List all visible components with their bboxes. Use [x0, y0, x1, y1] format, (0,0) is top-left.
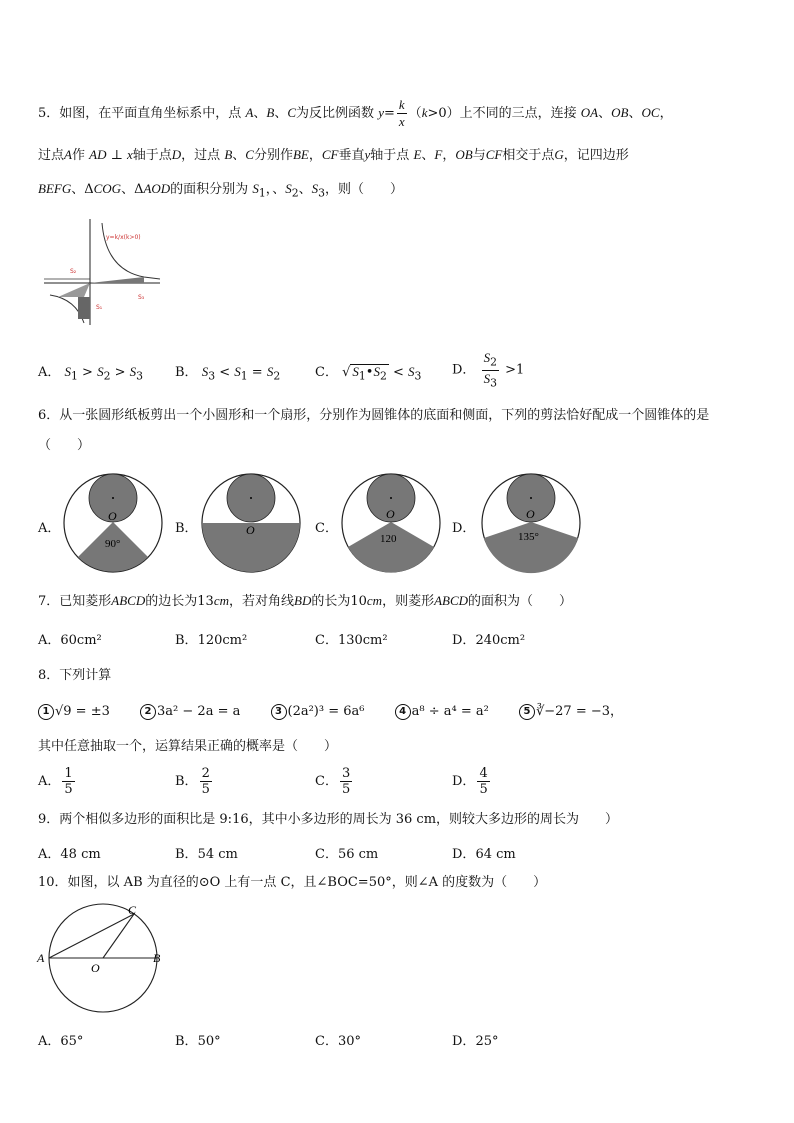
- q6-figure-c[interactable]: [340, 472, 442, 574]
- q5-fig-s1-label: S₁: [96, 304, 103, 311]
- q10-option-b[interactable]: B．50°: [175, 1034, 221, 1049]
- q6-text: 6．从一张圆形纸板剪出一个小圆形和一个扇形，分别作为圆锥体的底面和侧面，下列的剪法恰好配成一个圆锥体的是: [38, 408, 710, 423]
- q6-option-b[interactable]: B．: [175, 521, 198, 536]
- q5-line3: BEFG、ΔCOG、ΔAOD的面积分别为 $S_1$，、$S_2$、$S_3$，则（ ）: [38, 181, 404, 200]
- q5-line1: 5．如图，在平面直角坐标系中，点 A、B、C为反比例函数 y= $\frac{k}{x}$ （k>0）上不同的三点，连接 OA、OB、OC，: [38, 97, 673, 129]
- q5-option-a[interactable]: A． $S_1 > S_2 > S_3$: [38, 364, 144, 383]
- q10-label-c: C: [128, 903, 137, 917]
- q9-option-b[interactable]: B．54 cm: [175, 847, 238, 862]
- q8-option-a[interactable]: A． $\frac{1}{5}$: [38, 766, 73, 797]
- q5-line2: 过点A作 AD ⊥ x轴于点D，过点 B、C分别作BE，CF垂直y轴于点 E、F，OB与CF相交于点G，记四边形: [38, 147, 629, 163]
- q7-option-d[interactable]: D．240cm²: [452, 633, 526, 648]
- q9-text: 9．两个相似多边形的面积比是 9:16，其中小多边形的周长为 36 cm，则较大多边形的周长为 ）: [38, 812, 619, 827]
- q10-option-a[interactable]: A．65°: [38, 1034, 84, 1049]
- q6-b-center: O: [246, 523, 255, 537]
- q8-option-b[interactable]: B． $\frac{2}{5}$: [175, 766, 210, 797]
- q6-d-angle: 135°: [518, 531, 539, 543]
- q6-a-angle: 90°: [105, 538, 121, 550]
- q8-option-c[interactable]: C． $\frac{3}{5}$: [315, 766, 351, 797]
- q10-option-c[interactable]: C．30°: [315, 1034, 361, 1049]
- q5-fig-s3-label: S₃: [138, 294, 145, 301]
- q6-figure-a[interactable]: [62, 472, 164, 574]
- q7-option-c[interactable]: C．130cm²: [315, 633, 388, 648]
- q10-label-o: O: [91, 961, 100, 975]
- q6-paren: （ ）: [38, 438, 91, 453]
- q6-c-angle: 120: [380, 533, 397, 545]
- q10-label-a: A: [37, 951, 45, 965]
- q6-figure-b[interactable]: [200, 472, 302, 574]
- q5-fig-func-label: y=k/x(k>0): [106, 234, 141, 241]
- q7-option-b[interactable]: B．120cm²: [175, 633, 248, 648]
- q5-fig-s2-label: S₂: [70, 268, 77, 275]
- q8-items: 1 √9 = ±3 2 3a² − 2a = a 3 (2a²)³ = 6a⁶ 4 a⁸ ÷ a⁴ = a² 5 ∛−27 = −3，: [38, 703, 623, 721]
- q10-option-d[interactable]: D．25°: [452, 1034, 499, 1049]
- q8-option-d[interactable]: D． $\frac{4}{5}$: [452, 766, 488, 797]
- q10-circle-figure: [36, 902, 166, 1018]
- q9-option-a[interactable]: A．48 cm: [38, 847, 101, 862]
- q10-label-b: B: [153, 951, 161, 965]
- q6-a-center: O: [108, 509, 117, 523]
- q5-option-d[interactable]: D． $\frac{S_2}{S_3}$ >1: [452, 350, 525, 390]
- q5-option-b[interactable]: B． $S_3 < S_1 = S_2$: [175, 364, 281, 383]
- q6-option-d[interactable]: D．: [452, 521, 476, 536]
- q6-d-center: O: [526, 507, 535, 521]
- q8-question: 其中任意抽取一个，运算结果正确的概率是（ ）: [38, 739, 338, 754]
- q7-option-a[interactable]: A．60cm²: [38, 633, 102, 648]
- q6-c-center: O: [386, 507, 395, 521]
- q9-option-c[interactable]: C．56 cm: [315, 847, 379, 862]
- q9-option-d[interactable]: D．64 cm: [452, 847, 516, 862]
- q10-text: 10．如图，以 AB 为直径的⊙O 上有一点 C，且∠BOC=50°，则∠A 的度数为（ ）: [38, 875, 547, 890]
- q7-text: 7．已知菱形ABCD的边长为13cm，若对角线BD的长为10cm，则菱形ABCD的面积为（ ）: [38, 593, 573, 609]
- q6-option-c[interactable]: C．: [315, 521, 338, 536]
- q6-option-a[interactable]: A．: [38, 521, 61, 536]
- q5-option-c[interactable]: C． √ $S_1•S_2 < S_3$: [315, 364, 422, 383]
- q8-title: 8．下列计算: [38, 668, 112, 683]
- q6-figure-d[interactable]: [480, 472, 582, 574]
- q5-graph-figure: [44, 215, 162, 327]
